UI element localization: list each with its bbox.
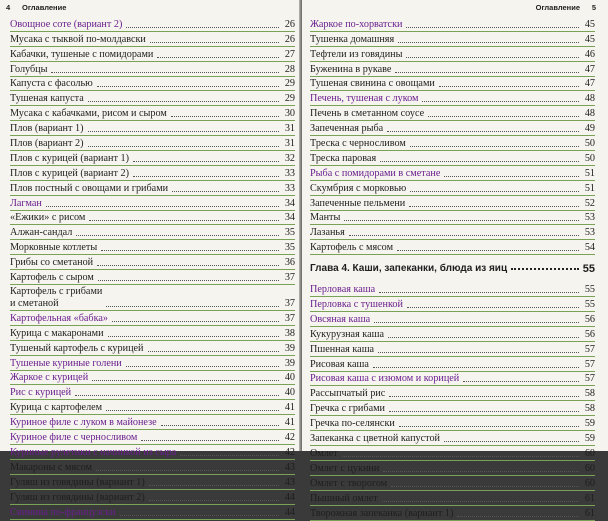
toc-page-number: 41 <box>284 402 295 414</box>
toc-page-number: 40 <box>284 372 295 384</box>
toc-dot-leader <box>149 485 279 486</box>
toc-dot-leader <box>96 470 279 471</box>
left-page-number: 4 <box>6 3 11 12</box>
toc-entry <box>310 196 595 211</box>
toc-dot-leader <box>463 381 579 382</box>
toc-dot-leader <box>133 176 279 177</box>
toc-entry <box>310 357 595 372</box>
toc-dot-leader <box>172 191 279 192</box>
toc-entry-title: Гречка по-селянски <box>310 418 395 430</box>
toc-entry <box>310 225 595 240</box>
toc-dot-leader <box>378 352 579 353</box>
toc-dot-leader <box>106 306 279 307</box>
toc-entry-title: Кукурузная каша <box>310 328 384 340</box>
toc-entry-title: Гуляш из говядины (вариант 1) <box>10 476 145 488</box>
toc-entry <box>10 166 295 181</box>
toc-entry-title: Буженина в рукаве <box>310 63 392 75</box>
toc-page-number: 58 <box>584 403 595 415</box>
toc-entry-title: Рассыпчатый рис <box>310 388 386 400</box>
toc-entry-title: Картофель с грибами и сметаной <box>10 286 103 310</box>
toc-entry <box>10 151 295 166</box>
toc-page-number: 57 <box>584 358 595 370</box>
right-page-number: 5 <box>591 3 596 12</box>
toc-entry <box>10 490 295 505</box>
toc-entry-title: Тушенка домашняя <box>310 33 395 45</box>
toc-dot-leader <box>161 425 279 426</box>
toc-entry <box>310 446 595 461</box>
toc-entry <box>10 32 295 47</box>
toc-entry-title: Перловая каша <box>310 284 376 296</box>
toc-entry-title: Рисовая каша с изюмом и корицей <box>310 373 460 385</box>
toc-dot-leader <box>383 471 579 472</box>
toc-entry <box>310 386 595 401</box>
toc-entry-title: Рисовая каша <box>310 358 369 370</box>
toc-entry <box>310 240 595 255</box>
toc-entry-title: Печень в сметанном соусе <box>310 108 425 120</box>
toc-dot-leader <box>395 72 579 73</box>
toc-entry-title: Плов с курицей (вариант 2) <box>10 167 129 179</box>
toc-entry-title: Морковные котлеты <box>10 242 98 254</box>
toc-dot-leader <box>51 72 279 73</box>
toc-dot-leader <box>97 86 279 87</box>
toc-entry-title: Глава 4. Каши, запеканки, блюда из яиц <box>310 262 508 274</box>
toc-entry-title: Курица с картофелем <box>10 402 103 414</box>
toc-page-number: 55 <box>584 299 595 311</box>
toc-entry-title: Плов постный с овощами и грибами <box>10 182 169 194</box>
toc-dot-leader <box>389 411 579 412</box>
toc-page-number: 56 <box>584 313 595 325</box>
toc-entry <box>310 282 595 297</box>
toc-entry-title: «Ежики» с рисом <box>10 212 86 224</box>
toc-dot-leader <box>148 351 280 352</box>
toc-page-number: 38 <box>284 327 295 339</box>
toc-entry <box>310 62 595 77</box>
toc-page-number: 51 <box>584 182 595 194</box>
toc-page-number: 42 <box>284 432 295 444</box>
toc-dot-leader <box>406 27 579 28</box>
toc-entry-title: Скумбрия с морковью <box>310 182 407 194</box>
toc-dot-leader <box>389 396 579 397</box>
toc-page-number: 54 <box>584 242 595 254</box>
right-running-header: Оглавление <box>535 3 580 12</box>
toc-entry-title: Плов (вариант 2) <box>10 138 84 150</box>
toc-entry-title: Мусака с тыквой по-молдавски <box>10 33 146 45</box>
toc-dot-leader <box>391 486 579 487</box>
toc-dot-leader <box>380 161 579 162</box>
toc-dot-leader <box>171 116 279 117</box>
toc-entry-title: Картофель с мясом <box>310 242 394 254</box>
toc-dot-leader <box>342 456 579 457</box>
toc-page-number: 44 <box>284 491 295 503</box>
toc-page-number: 48 <box>584 93 595 105</box>
toc-dot-leader <box>141 440 279 441</box>
toc-entry <box>10 505 295 520</box>
toc-entry-title: Треска с черносливом <box>310 138 406 150</box>
toc-entry <box>10 285 295 311</box>
toc-entry-title: Плов (вариант 1) <box>10 123 84 135</box>
toc-page-number: 46 <box>584 48 595 60</box>
toc-entry <box>310 476 595 491</box>
toc-entry <box>10 356 295 371</box>
toc-entry <box>10 385 295 400</box>
toc-entry <box>10 415 295 430</box>
toc-entry-title: Запеканка с цветной капустой <box>310 433 440 445</box>
toc-entry-title: Творожная запеканка (вариант 1) <box>310 507 454 519</box>
toc-entry <box>10 62 295 77</box>
toc-dot-leader <box>399 426 579 427</box>
toc-dot-leader <box>398 42 579 43</box>
toc-entry-title: Мусака с кабачками, рисом и сыром <box>10 108 167 120</box>
toc-entry <box>310 431 595 446</box>
toc-entry <box>310 372 595 387</box>
toc-dot-leader <box>444 176 579 177</box>
toc-page-number: 31 <box>284 123 295 135</box>
toc-entry <box>10 181 295 196</box>
toc-entry-title: Омлет с творогом <box>310 477 388 489</box>
toc-page-number: 37 <box>284 298 295 310</box>
toc-entry-title: Гуляш из говядины (вариант 2) <box>10 491 145 503</box>
toc-entry <box>10 47 295 62</box>
toc-entry-title: Запеченные пельмени <box>310 197 406 209</box>
toc-dot-leader <box>101 250 279 251</box>
toc-page-number: 41 <box>284 417 295 429</box>
toc-entry <box>310 47 595 62</box>
toc-entry <box>310 166 595 181</box>
toc-page-number: 51 <box>584 167 595 179</box>
toc-page-number: 36 <box>284 257 295 269</box>
toc-page-number: 60 <box>584 477 595 489</box>
toc-entry-title: Омлет с цукини <box>310 462 380 474</box>
toc-entry <box>310 121 595 136</box>
toc-dot-leader <box>92 380 279 381</box>
toc-dot-leader <box>76 235 279 236</box>
toc-page-number: 58 <box>584 388 595 400</box>
toc-dot-leader <box>88 131 280 132</box>
toc-entry <box>10 311 295 326</box>
right-toc-list <box>310 17 595 521</box>
toc-entry <box>10 445 295 460</box>
toc-entry-title: Гречка с грибами <box>310 403 385 415</box>
toc-entry-title: Кабачки, тушеные с помидорами <box>10 48 154 60</box>
toc-dot-leader <box>149 500 279 501</box>
toc-entry-title: Плов с курицей (вариант 1) <box>10 152 129 164</box>
toc-page-number: 29 <box>284 93 295 105</box>
toc-dot-leader <box>406 57 579 58</box>
toc-dot-leader <box>397 250 579 251</box>
toc-entry <box>10 341 295 356</box>
toc-dot-leader <box>88 146 280 147</box>
toc-page-number: 56 <box>584 328 595 340</box>
toc-entry <box>310 17 595 32</box>
left-page <box>0 0 300 518</box>
toc-entry-title: Омлет <box>310 447 338 459</box>
toc-dot-leader <box>88 101 279 102</box>
toc-page-number: 57 <box>584 343 595 355</box>
toc-dot-leader <box>108 336 279 337</box>
toc-dot-leader <box>373 367 579 368</box>
toc-page-number: 35 <box>284 242 295 254</box>
toc-page-number: 43 <box>284 476 295 488</box>
toc-dot-leader <box>457 516 579 517</box>
toc-entry <box>310 327 595 342</box>
toc-dot-leader <box>97 265 279 266</box>
toc-page-number: 45 <box>584 33 595 45</box>
toc-page-number: 53 <box>584 212 595 224</box>
toc-page-number: 26 <box>284 33 295 45</box>
toc-entry <box>10 225 295 240</box>
toc-entry <box>310 461 595 476</box>
toc-entry <box>310 211 595 226</box>
toc-entry-title: Куриные рулетики с начинкой из сыра <box>10 446 177 458</box>
toc-entry-title: Картофельная «бабка» <box>10 312 109 324</box>
toc-entry-title: Лазанья <box>310 227 345 239</box>
toc-entry-title: Тефтели из говядины <box>310 48 403 60</box>
toc-dot-leader <box>106 410 279 411</box>
toc-dot-leader <box>98 280 279 281</box>
toc-page-number: 37 <box>284 272 295 284</box>
toc-page-number: 33 <box>284 167 295 179</box>
toc-entry <box>310 342 595 357</box>
toc-dot-leader <box>444 441 579 442</box>
toc-page-number: 34 <box>284 197 295 209</box>
toc-page-number: 33 <box>284 182 295 194</box>
toc-dot-leader <box>120 515 279 516</box>
toc-entry-title: Жаркое по-хорватски <box>310 18 403 30</box>
toc-page-number: 61 <box>584 492 595 504</box>
toc-page-number: 30 <box>284 108 295 120</box>
toc-dot-leader <box>387 131 579 132</box>
toc-page-number: 47 <box>584 78 595 90</box>
toc-entry <box>10 460 295 475</box>
toc-dot-leader <box>407 307 579 308</box>
toc-entry <box>10 475 295 490</box>
toc-dot-leader <box>126 366 279 367</box>
toc-dot-leader <box>382 501 579 502</box>
toc-entry <box>310 297 595 312</box>
left-toc-list <box>10 17 295 520</box>
toc-page-number: 52 <box>584 197 595 209</box>
toc-entry-title: Грибы со сметаной <box>10 257 94 269</box>
toc-page-number: 59 <box>584 433 595 445</box>
toc-dot-leader <box>180 455 279 456</box>
toc-dot-leader <box>112 321 279 322</box>
toc-entry-title: Свинина по-французски <box>10 506 116 518</box>
toc-page-number: 47 <box>584 63 595 75</box>
toc-page-number: 57 <box>584 373 595 385</box>
toc-entry <box>10 240 295 255</box>
toc-entry-title: Тушеная капуста <box>10 93 84 105</box>
toc-entry-title: Треска паровая <box>310 152 377 164</box>
toc-dot-leader <box>410 146 579 147</box>
toc-page-number: 31 <box>284 138 295 150</box>
toc-entry-title: Куриное филе с луком в майонезе <box>10 417 157 429</box>
toc-dot-leader <box>46 206 279 207</box>
toc-page-number: 45 <box>584 18 595 30</box>
toc-entry-title: Перловка с тушенкой <box>310 299 403 311</box>
toc-chapter-heading <box>310 255 595 282</box>
toc-entry-title: Тушеная свинина с овощами <box>310 78 435 90</box>
toc-entry-title: Овсяная каша <box>310 313 371 325</box>
toc-page-number: 59 <box>584 418 595 430</box>
toc-page-number: 48 <box>584 108 595 120</box>
toc-dot-leader <box>344 220 579 221</box>
toc-entry <box>310 151 595 166</box>
toc-entry <box>310 401 595 416</box>
toc-entry-title: Рис с курицей <box>10 387 72 399</box>
toc-entry <box>10 430 295 445</box>
toc-dot-leader <box>511 268 579 270</box>
toc-page-number: 28 <box>284 63 295 75</box>
toc-page-number: 35 <box>284 227 295 239</box>
toc-entry <box>10 326 295 341</box>
toc-entry <box>10 77 295 92</box>
toc-entry-title: Лагман <box>10 197 42 209</box>
toc-entry <box>10 91 295 106</box>
toc-entry <box>310 181 595 196</box>
toc-entry-title: Овощное соте (вариант 2) <box>10 18 123 30</box>
toc-entry <box>10 371 295 386</box>
toc-page-number: 50 <box>584 152 595 164</box>
toc-entry <box>310 491 595 506</box>
toc-entry <box>10 136 295 151</box>
toc-page-number: 39 <box>284 357 295 369</box>
toc-entry-title: Пышный омлет <box>310 492 378 504</box>
toc-dot-leader <box>157 57 279 58</box>
toc-page-number: 42 <box>284 446 295 458</box>
toc-entry <box>310 416 595 431</box>
toc-page-number: 61 <box>584 507 595 519</box>
toc-dot-leader <box>439 86 579 87</box>
toc-dot-leader <box>126 27 279 28</box>
toc-dot-leader <box>428 116 579 117</box>
toc-entry-title: Куриное филе с черносливом <box>10 432 138 444</box>
toc-entry-title: Тушеный картофель с курицей <box>10 342 144 354</box>
toc-page-number: 37 <box>284 312 295 324</box>
toc-dot-leader <box>75 395 279 396</box>
toc-entry <box>310 32 595 47</box>
toc-entry <box>10 121 295 136</box>
toc-entry <box>310 506 595 521</box>
toc-entry-title: Пшенная каша <box>310 343 375 355</box>
toc-entry-title: Рыба с помидорами в сметане <box>310 167 441 179</box>
toc-entry-title: Жаркое с курицей <box>10 372 89 384</box>
toc-entry-title: Капуста с фасолью <box>10 78 93 90</box>
toc-entry-title: Манты <box>310 212 341 224</box>
toc-entry <box>310 106 595 121</box>
toc-entry <box>310 136 595 151</box>
toc-page-number: 50 <box>584 138 595 150</box>
right-page <box>302 0 608 519</box>
toc-entry-title: Печень, тушеная с луком <box>310 93 419 105</box>
toc-entry <box>10 17 295 32</box>
toc-page-number: 34 <box>284 212 295 224</box>
toc-entry-title: Картофель с сыром <box>10 272 94 284</box>
toc-dot-leader <box>374 322 579 323</box>
toc-dot-leader <box>133 161 279 162</box>
toc-dot-leader <box>388 337 579 338</box>
toc-page-number: 60 <box>584 447 595 459</box>
toc-entry <box>310 77 595 92</box>
toc-dot-leader <box>410 191 579 192</box>
left-running-header: Оглавление <box>22 3 67 12</box>
toc-page-number: 49 <box>584 123 595 135</box>
toc-entry <box>10 255 295 270</box>
toc-entry <box>10 106 295 121</box>
toc-entry-title: Алжан-сандал <box>10 227 73 239</box>
toc-page-number: 27 <box>284 48 295 60</box>
toc-entry-title: Запеченная рыба <box>310 123 384 135</box>
toc-page-number: 29 <box>284 78 295 90</box>
toc-page-number: 26 <box>284 18 295 30</box>
toc-page-number: 55 <box>584 284 595 296</box>
toc-dot-leader <box>349 235 579 236</box>
toc-entry-title: Курица с макаронами <box>10 327 104 339</box>
toc-dot-leader <box>379 292 579 293</box>
toc-page-number: 55 <box>582 262 595 275</box>
toc-page-number: 60 <box>584 462 595 474</box>
toc-page-number: 32 <box>284 152 295 164</box>
toc-dot-leader <box>409 206 579 207</box>
toc-entry <box>310 312 595 327</box>
toc-entry <box>10 400 295 415</box>
toc-entry <box>10 270 295 285</box>
toc-page-number: 44 <box>284 506 295 518</box>
toc-dot-leader <box>150 42 279 43</box>
toc-entry-title: Макароны с мясом <box>10 461 92 473</box>
toc-page-number: 39 <box>284 342 295 354</box>
toc-entry <box>310 91 595 106</box>
toc-entry-title: Тушеные куриные голени <box>10 357 122 369</box>
toc-page-number: 40 <box>284 387 295 399</box>
toc-dot-leader <box>89 220 279 221</box>
toc-page-number: 53 <box>584 227 595 239</box>
toc-page-number: 43 <box>284 461 295 473</box>
toc-entry-title: Голубцы <box>10 63 48 75</box>
toc-entry <box>10 211 295 226</box>
toc-entry <box>10 196 295 211</box>
toc-dot-leader <box>422 101 579 102</box>
